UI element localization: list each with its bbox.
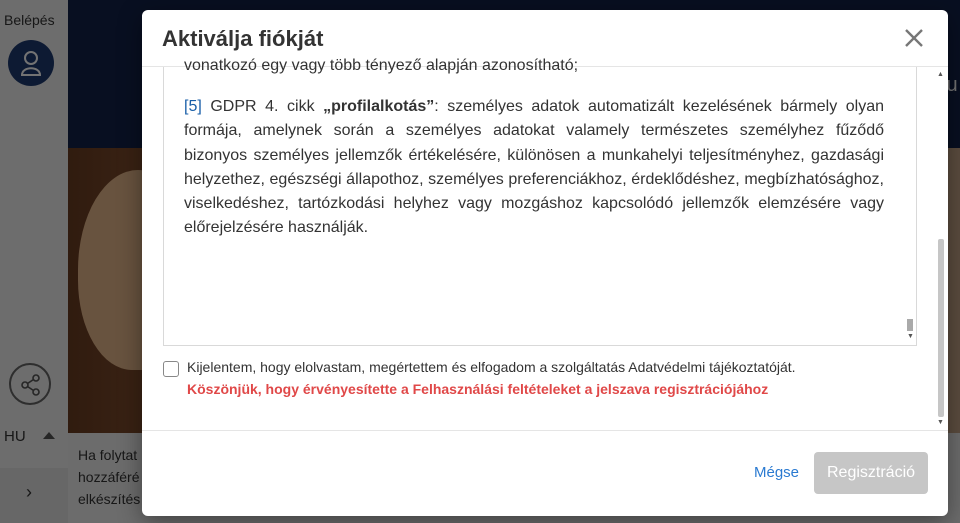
footnote-ref[interactable]: [5] (184, 98, 202, 115)
scroll-down-icon[interactable]: ▼ (907, 333, 914, 340)
register-button[interactable]: Regisztráció (814, 452, 928, 494)
consent-label[interactable]: Kijelentem, hogy elolvastam, megértettem és elfogadom a szolgáltatás Adatvédelmi tájékoztatóját. (187, 359, 796, 375)
terms-text-previous: vonatkozó egy vagy több tényező alapján azonosítható; (184, 57, 579, 74)
dialog-scrollbar[interactable] (936, 67, 946, 429)
terms-paragraph (184, 95, 884, 241)
terms-scroll-thumb[interactable] (907, 319, 913, 331)
terms-lead: GDPR 4. cikk (201, 98, 324, 115)
activate-account-dialog (142, 10, 948, 516)
cancel-button[interactable]: Mégse (754, 464, 800, 481)
terms-validated-message: Köszönjük, hogy érvényesítette a Felhasználási feltételeket a jelszava regisztrációjához (187, 381, 769, 397)
footer-divider (142, 430, 948, 431)
terms-body: : személyes adatok automatizált kezelésének bármely olyan formája, amelynek során a személyes adatokat valamely természetes személyhez fűződő bizonyos személyes jellemzők értékelésére, különösen a munkahelyi teljesítményhez, gazdasági helyzethez, egészségi állapothoz, személyes preferenciákhoz, érdeklődéshez, megbízhatósághoz, viselkedéshez, tartózkodási helyhez vagy mozgáshoz kapcsolódó jellemzők elemzésére vagy előrejelzésére használják. (184, 98, 884, 237)
consent-checkbox[interactable] (163, 361, 179, 377)
scroll-up-icon[interactable]: ▲ (937, 71, 944, 78)
terms-scroll-area[interactable] (163, 57, 917, 346)
terms-scrollbar[interactable] (904, 67, 916, 345)
scroll-down-icon[interactable]: ▼ (937, 419, 944, 426)
close-icon[interactable] (902, 26, 926, 50)
dialog-scroll-thumb[interactable] (938, 239, 944, 417)
defined-term: „profilalkotás” (323, 98, 435, 115)
dialog-title: Aktiválja fiókját (162, 26, 324, 51)
